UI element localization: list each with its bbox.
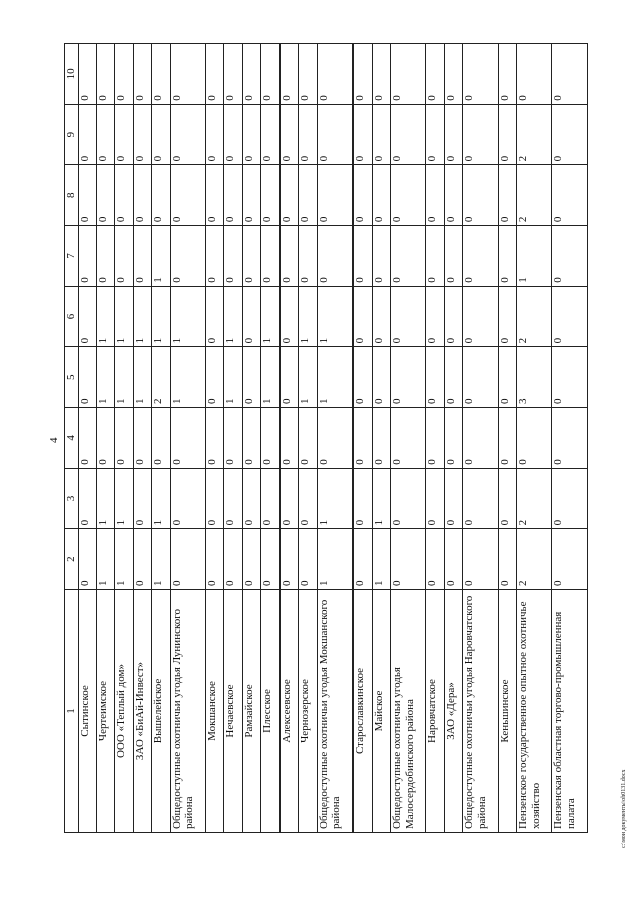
value-cell: 0 bbox=[242, 347, 260, 408]
value-cell: 0 bbox=[444, 226, 462, 287]
value-cell: 0 bbox=[391, 408, 426, 469]
row-name-cell: Сытинское bbox=[78, 590, 96, 833]
value-cell: 0 bbox=[261, 468, 280, 529]
row-name-cell: ООО «Теплый дом» bbox=[115, 590, 133, 833]
value-cell: 0 bbox=[444, 44, 462, 105]
value-cell: 0 bbox=[280, 286, 299, 347]
value-cell: 0 bbox=[224, 44, 242, 105]
row-name-cell: Рамзайское bbox=[242, 590, 260, 833]
value-cell: 0 bbox=[133, 529, 151, 590]
value-cell: 0 bbox=[444, 529, 462, 590]
value-cell: 0 bbox=[170, 104, 205, 165]
value-cell: 0 bbox=[444, 165, 462, 226]
value-cell: 0 bbox=[353, 226, 372, 287]
value-cell: 0 bbox=[115, 226, 133, 287]
row-name-cell: Общедоступные охотничьи угодья Наровчатского района bbox=[463, 590, 498, 833]
value-cell: 0 bbox=[280, 44, 299, 105]
value-cell: 2 bbox=[152, 347, 170, 408]
value-cell: 0 bbox=[426, 408, 444, 469]
value-cell: 0 bbox=[115, 408, 133, 469]
value-cell: 0 bbox=[261, 104, 280, 165]
value-cell: 0 bbox=[317, 408, 353, 469]
value-cell: 2 bbox=[516, 165, 551, 226]
row-name-cell: Алексеевское bbox=[280, 590, 299, 833]
value-cell: 0 bbox=[224, 226, 242, 287]
table-row bbox=[463, 44, 498, 833]
value-cell: 0 bbox=[78, 44, 96, 105]
value-cell: 0 bbox=[133, 408, 151, 469]
value-cell: 0 bbox=[205, 408, 223, 469]
value-cell: 1 bbox=[97, 468, 115, 529]
value-cell: 0 bbox=[115, 44, 133, 105]
row-name-cell: Плесское bbox=[261, 590, 280, 833]
value-cell: 0 bbox=[97, 408, 115, 469]
row-name-cell: Кеньшинское bbox=[498, 590, 516, 833]
table-row bbox=[426, 44, 444, 833]
value-cell: 1 bbox=[224, 286, 242, 347]
row-name-cell: Наровчатское bbox=[426, 590, 444, 833]
value-cell: 0 bbox=[498, 226, 516, 287]
value-cell: 0 bbox=[444, 104, 462, 165]
value-cell: 0 bbox=[498, 286, 516, 347]
table-row bbox=[242, 44, 260, 833]
value-cell: 1 bbox=[372, 529, 390, 590]
value-cell: 1 bbox=[317, 347, 353, 408]
value-cell: 0 bbox=[463, 286, 498, 347]
value-cell: 0 bbox=[426, 529, 444, 590]
value-cell: 0 bbox=[78, 347, 96, 408]
value-cell: 0 bbox=[261, 408, 280, 469]
value-cell: 0 bbox=[552, 347, 588, 408]
value-cell: 0 bbox=[391, 468, 426, 529]
value-cell: 1 bbox=[152, 286, 170, 347]
value-cell: 0 bbox=[552, 468, 588, 529]
value-cell: 1 bbox=[152, 468, 170, 529]
value-cell: 0 bbox=[426, 104, 444, 165]
row-name-cell: Общедоступные охотничьи угодья Мокшанского района bbox=[317, 590, 353, 833]
value-cell: 0 bbox=[391, 44, 426, 105]
value-cell: 0 bbox=[498, 468, 516, 529]
value-cell: 0 bbox=[205, 529, 223, 590]
table-body bbox=[78, 44, 587, 833]
value-cell: 0 bbox=[133, 44, 151, 105]
value-cell: 2 bbox=[516, 286, 551, 347]
value-cell: 0 bbox=[261, 165, 280, 226]
table-row bbox=[317, 44, 353, 833]
value-cell: 0 bbox=[170, 408, 205, 469]
value-cell: 1 bbox=[372, 468, 390, 529]
value-cell: 0 bbox=[280, 226, 299, 287]
value-cell: 0 bbox=[280, 529, 299, 590]
value-cell: 0 bbox=[372, 347, 390, 408]
value-cell: 0 bbox=[353, 529, 372, 590]
row-name-cell: Чертеимское bbox=[97, 590, 115, 833]
value-cell: 0 bbox=[498, 165, 516, 226]
header-cell: 3 bbox=[65, 468, 79, 529]
value-cell: 0 bbox=[205, 286, 223, 347]
value-cell: 0 bbox=[498, 529, 516, 590]
table-row bbox=[97, 44, 115, 833]
value-cell: 0 bbox=[224, 468, 242, 529]
value-cell: 0 bbox=[242, 44, 260, 105]
value-cell: 0 bbox=[444, 468, 462, 529]
value-cell: 0 bbox=[152, 165, 170, 226]
value-cell: 0 bbox=[372, 226, 390, 287]
table-row bbox=[516, 44, 551, 833]
value-cell: 1 bbox=[224, 347, 242, 408]
value-cell: 0 bbox=[152, 104, 170, 165]
value-cell: 1 bbox=[299, 286, 317, 347]
value-cell: 0 bbox=[152, 408, 170, 469]
row-name-cell: Общедоступные охотничьи угодья Лунинского района bbox=[170, 590, 205, 833]
header-cell: 6 bbox=[65, 286, 79, 347]
value-cell: 0 bbox=[552, 44, 588, 105]
value-cell: 1 bbox=[97, 347, 115, 408]
value-cell: 0 bbox=[242, 286, 260, 347]
value-cell: 1 bbox=[299, 347, 317, 408]
row-name-cell: Нечаевское bbox=[224, 590, 242, 833]
row-name-cell: ЗАО «БиАй-Инвест» bbox=[133, 590, 151, 833]
row-name-cell: ЗАО «Дера» bbox=[444, 590, 462, 833]
value-cell: 0 bbox=[97, 226, 115, 287]
value-cell: 0 bbox=[463, 104, 498, 165]
value-cell: 0 bbox=[170, 44, 205, 105]
value-cell: 1 bbox=[115, 468, 133, 529]
header-cell: 9 bbox=[65, 104, 79, 165]
row-name-cell: Пензенская областная торгово-промышленная палата bbox=[552, 590, 588, 833]
value-cell: 0 bbox=[78, 286, 96, 347]
header-cell: 4 bbox=[65, 408, 79, 469]
table-row bbox=[205, 44, 223, 833]
value-cell: 0 bbox=[280, 347, 299, 408]
value-cell: 0 bbox=[299, 529, 317, 590]
value-cell: 0 bbox=[205, 165, 223, 226]
table-row bbox=[280, 44, 299, 833]
value-cell: 0 bbox=[391, 165, 426, 226]
value-cell: 0 bbox=[133, 104, 151, 165]
value-cell: 0 bbox=[170, 468, 205, 529]
value-cell: 0 bbox=[353, 165, 372, 226]
table-row bbox=[133, 44, 151, 833]
value-cell: 3 bbox=[516, 347, 551, 408]
value-cell: 0 bbox=[372, 44, 390, 105]
value-cell: 0 bbox=[170, 226, 205, 287]
value-cell: 0 bbox=[224, 408, 242, 469]
value-cell: 0 bbox=[224, 529, 242, 590]
value-cell: 0 bbox=[426, 347, 444, 408]
value-cell: 0 bbox=[224, 165, 242, 226]
value-cell: 1 bbox=[317, 468, 353, 529]
value-cell: 0 bbox=[317, 44, 353, 105]
value-cell: 0 bbox=[170, 529, 205, 590]
value-cell: 1 bbox=[516, 226, 551, 287]
value-cell: 0 bbox=[78, 468, 96, 529]
value-cell: 0 bbox=[205, 104, 223, 165]
value-cell: 0 bbox=[299, 165, 317, 226]
row-name-cell: Мокшанское bbox=[205, 590, 223, 833]
value-cell: 0 bbox=[224, 104, 242, 165]
value-cell: 0 bbox=[78, 104, 96, 165]
header-row bbox=[65, 44, 79, 833]
value-cell: 1 bbox=[115, 286, 133, 347]
value-cell: 0 bbox=[242, 408, 260, 469]
value-cell: 0 bbox=[516, 408, 551, 469]
value-cell: 0 bbox=[463, 408, 498, 469]
hunting-grounds-table-container bbox=[64, 43, 588, 833]
value-cell: 0 bbox=[391, 529, 426, 590]
value-cell: 0 bbox=[552, 104, 588, 165]
value-cell: 0 bbox=[353, 347, 372, 408]
footer-file-path: c:\мои документы\oh0131.docx bbox=[621, 769, 627, 848]
value-cell: 0 bbox=[463, 347, 498, 408]
value-cell: 0 bbox=[353, 286, 372, 347]
table-row bbox=[372, 44, 390, 833]
value-cell: 0 bbox=[242, 226, 260, 287]
value-cell: 0 bbox=[242, 468, 260, 529]
table-row bbox=[391, 44, 426, 833]
value-cell: 0 bbox=[552, 286, 588, 347]
value-cell: 0 bbox=[280, 468, 299, 529]
value-cell: 0 bbox=[205, 347, 223, 408]
value-cell: 0 bbox=[261, 529, 280, 590]
value-cell: 0 bbox=[170, 165, 205, 226]
value-cell: 1 bbox=[170, 347, 205, 408]
page-number: 4 bbox=[48, 437, 60, 443]
value-cell: 2 bbox=[516, 104, 551, 165]
value-cell: 0 bbox=[516, 44, 551, 105]
value-cell: 0 bbox=[498, 44, 516, 105]
value-cell: 0 bbox=[299, 44, 317, 105]
row-name-cell: Чернозерское bbox=[299, 590, 317, 833]
table-row bbox=[261, 44, 280, 833]
value-cell: 1 bbox=[152, 529, 170, 590]
value-cell: 2 bbox=[516, 529, 551, 590]
value-cell: 0 bbox=[299, 104, 317, 165]
value-cell: 0 bbox=[205, 226, 223, 287]
value-cell: 1 bbox=[97, 286, 115, 347]
table-row bbox=[444, 44, 462, 833]
table-row bbox=[115, 44, 133, 833]
value-cell: 1 bbox=[317, 286, 353, 347]
header-cell: 5 bbox=[65, 347, 79, 408]
header-cell: 10 bbox=[65, 44, 79, 105]
value-cell: 0 bbox=[426, 165, 444, 226]
value-cell: 0 bbox=[242, 165, 260, 226]
value-cell: 0 bbox=[463, 468, 498, 529]
value-cell: 0 bbox=[353, 44, 372, 105]
value-cell: 0 bbox=[391, 226, 426, 287]
table-row bbox=[170, 44, 205, 833]
value-cell: 0 bbox=[205, 44, 223, 105]
table-row bbox=[353, 44, 372, 833]
header-cell: 8 bbox=[65, 165, 79, 226]
value-cell: 1 bbox=[115, 347, 133, 408]
value-cell: 0 bbox=[133, 468, 151, 529]
value-cell: 0 bbox=[97, 44, 115, 105]
value-cell: 0 bbox=[97, 104, 115, 165]
value-cell: 0 bbox=[299, 226, 317, 287]
value-cell: 0 bbox=[552, 165, 588, 226]
header-cell: 2 bbox=[65, 529, 79, 590]
value-cell: 0 bbox=[115, 104, 133, 165]
table-row bbox=[78, 44, 96, 833]
value-cell: 1 bbox=[133, 347, 151, 408]
value-cell: 1 bbox=[261, 347, 280, 408]
value-cell: 0 bbox=[78, 165, 96, 226]
value-cell: 0 bbox=[299, 408, 317, 469]
row-name-cell: Вышелейское bbox=[152, 590, 170, 833]
row-name-cell: Старославкинское bbox=[353, 590, 372, 833]
value-cell: 0 bbox=[205, 468, 223, 529]
value-cell: 0 bbox=[391, 347, 426, 408]
value-cell: 0 bbox=[498, 104, 516, 165]
value-cell: 0 bbox=[133, 165, 151, 226]
value-cell: 0 bbox=[261, 226, 280, 287]
value-cell: 1 bbox=[317, 529, 353, 590]
value-cell: 0 bbox=[426, 44, 444, 105]
value-cell: 0 bbox=[242, 104, 260, 165]
value-cell: 0 bbox=[280, 104, 299, 165]
value-cell: 0 bbox=[463, 226, 498, 287]
value-cell: 0 bbox=[280, 408, 299, 469]
value-cell: 0 bbox=[372, 165, 390, 226]
row-name-cell: Общедоступные охотничьи угодья Малосердобинского района bbox=[391, 590, 426, 833]
header-cell: 1 bbox=[65, 590, 79, 833]
value-cell: 0 bbox=[552, 408, 588, 469]
row-name-cell: Пензенское государственное опытное охотничье хозяйство bbox=[516, 590, 551, 833]
value-cell: 1 bbox=[97, 529, 115, 590]
value-cell: 0 bbox=[261, 44, 280, 105]
value-cell: 0 bbox=[498, 347, 516, 408]
value-cell: 0 bbox=[299, 468, 317, 529]
value-cell: 0 bbox=[444, 286, 462, 347]
value-cell: 0 bbox=[152, 44, 170, 105]
hunting-grounds-table bbox=[64, 43, 588, 833]
value-cell: 0 bbox=[463, 529, 498, 590]
value-cell: 0 bbox=[372, 104, 390, 165]
value-cell: 0 bbox=[115, 165, 133, 226]
value-cell: 0 bbox=[463, 44, 498, 105]
table-row bbox=[552, 44, 588, 833]
value-cell: 1 bbox=[170, 286, 205, 347]
value-cell: 2 bbox=[516, 468, 551, 529]
value-cell: 0 bbox=[317, 104, 353, 165]
value-cell: 0 bbox=[280, 165, 299, 226]
value-cell: 0 bbox=[463, 165, 498, 226]
value-cell: 0 bbox=[444, 408, 462, 469]
value-cell: 0 bbox=[353, 408, 372, 469]
value-cell: 0 bbox=[426, 468, 444, 529]
value-cell: 0 bbox=[498, 408, 516, 469]
row-name-cell: Майское bbox=[372, 590, 390, 833]
value-cell: 0 bbox=[426, 286, 444, 347]
value-cell: 1 bbox=[261, 286, 280, 347]
table-row bbox=[299, 44, 317, 833]
value-cell: 0 bbox=[552, 226, 588, 287]
value-cell: 0 bbox=[391, 286, 426, 347]
value-cell: 1 bbox=[152, 226, 170, 287]
value-cell: 0 bbox=[444, 347, 462, 408]
value-cell: 0 bbox=[353, 104, 372, 165]
value-cell: 1 bbox=[115, 529, 133, 590]
value-cell: 0 bbox=[133, 226, 151, 287]
value-cell: 0 bbox=[78, 529, 96, 590]
table-row bbox=[498, 44, 516, 833]
value-cell: 0 bbox=[353, 468, 372, 529]
header-cell: 7 bbox=[65, 226, 79, 287]
value-cell: 0 bbox=[372, 286, 390, 347]
table-row bbox=[152, 44, 170, 833]
value-cell: 0 bbox=[78, 226, 96, 287]
value-cell: 0 bbox=[317, 165, 353, 226]
value-cell: 0 bbox=[391, 104, 426, 165]
table-row bbox=[224, 44, 242, 833]
value-cell: 0 bbox=[97, 165, 115, 226]
value-cell: 1 bbox=[133, 286, 151, 347]
value-cell: 0 bbox=[372, 408, 390, 469]
value-cell: 0 bbox=[552, 529, 588, 590]
value-cell: 0 bbox=[242, 529, 260, 590]
value-cell: 0 bbox=[426, 226, 444, 287]
value-cell: 0 bbox=[317, 226, 353, 287]
value-cell: 0 bbox=[78, 408, 96, 469]
